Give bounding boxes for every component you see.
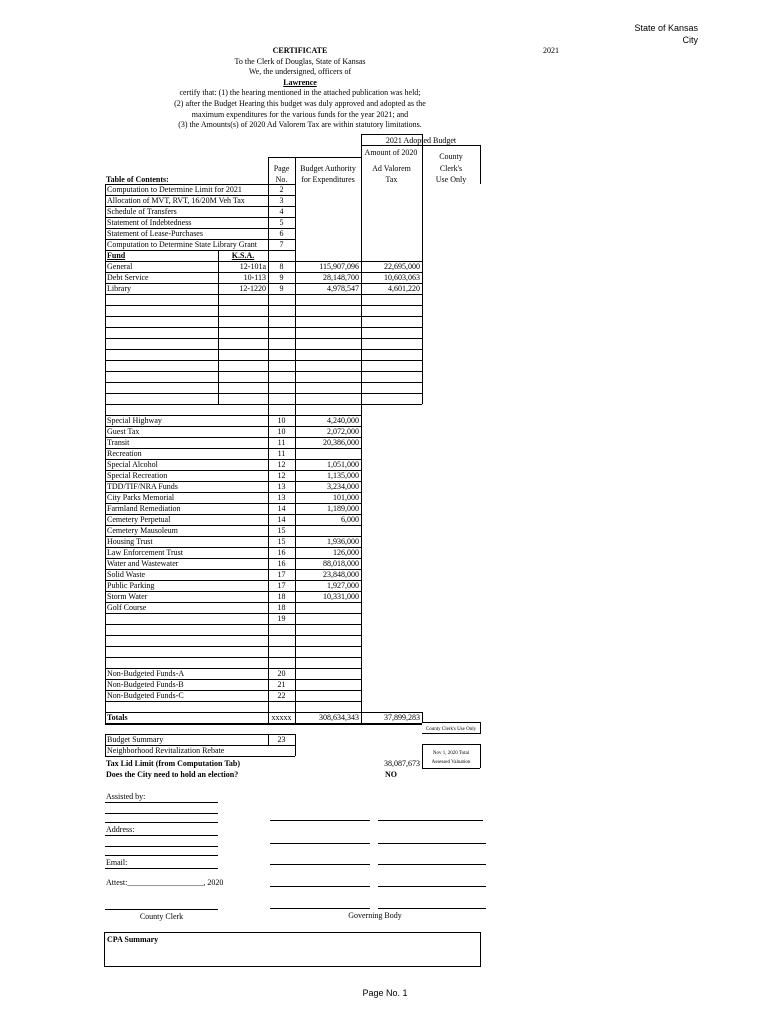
fund-page: 12: [277, 471, 286, 480]
fund-page: 19: [277, 614, 286, 623]
page-col-header: No.: [275, 175, 288, 184]
fund-page: 17: [277, 570, 286, 579]
cpa-summary-box: [104, 932, 481, 967]
nonbudgeted-page: 21: [277, 680, 286, 689]
toc-row-label: Statement of Indebtedness: [107, 218, 192, 227]
fund-page: 11: [277, 449, 286, 458]
totals-page: xxxxx: [271, 713, 292, 722]
fund-budget: 1,936,000: [327, 537, 359, 546]
fund-page: 18: [277, 603, 286, 612]
toc-row-page: 3: [279, 196, 284, 205]
toc-row-page: 5: [279, 218, 284, 227]
fund-budget: 6,000: [341, 515, 359, 524]
fund-name: Special Recreation: [107, 471, 168, 480]
cpa-summary-label: CPA Summary: [107, 935, 159, 944]
tax-lid-value: 38,087,673: [384, 759, 420, 768]
toc-row-label: Schedule of Transfers: [107, 207, 177, 216]
toc-row-page: 6: [279, 229, 284, 238]
budget-col-header: Budget Authority: [300, 164, 356, 173]
signature-line: [378, 908, 486, 909]
fund-budget: 28,148,700: [323, 273, 359, 282]
signature-line: [270, 908, 370, 909]
governing-body-label: Governing Body: [348, 911, 402, 920]
adopted-budget-header: 2021 Adopted Budget: [385, 136, 457, 145]
fund-page: 15: [277, 526, 286, 535]
fund-budget: 23,848,000: [323, 570, 359, 579]
fund-name: Special Alcohol: [107, 460, 158, 469]
signature-line: [378, 820, 483, 821]
fund-name: Solid Waste: [107, 570, 146, 579]
toc-row-label: Computation to Determine State Library Grant: [107, 240, 257, 249]
fund-page: 15: [277, 537, 286, 546]
fund-budget: 126,000: [333, 548, 359, 557]
county-clerk-label: County Clerk: [139, 912, 184, 921]
attest-line: Attest:___________________, 2020: [106, 878, 224, 887]
state-label: State of Kansas: [634, 23, 698, 33]
election-question: Does the City need to hold an election?: [106, 770, 239, 779]
fund-name: Law Enforcement Trust: [107, 548, 183, 557]
assisted-by-label: Assisted by:: [106, 792, 146, 801]
certificate-line: (3) the Amounts(s) of 2020 Ad Valorem Tax are within statutory limitations.: [178, 120, 422, 130]
fund-page: 10: [277, 427, 286, 436]
fund-name: Recreation: [107, 449, 142, 458]
signature-line: [378, 843, 486, 844]
toc-row-page: 4: [279, 207, 284, 216]
signature-line: [378, 864, 486, 865]
fund-name: Storm Water: [107, 592, 148, 601]
nonbudgeted-page: 22: [277, 691, 286, 700]
toc-row-page: 2: [279, 185, 284, 194]
budget-summary-label: Budget Summary: [107, 735, 164, 744]
clerk-col-header: Clerk's: [439, 164, 463, 173]
entity-type-label: City: [682, 35, 698, 45]
toc-row-page: 7: [279, 240, 284, 249]
valuation-label: Assessed Valuation: [431, 760, 471, 765]
fund-page: 11: [277, 438, 286, 447]
fund-page: 16: [277, 548, 286, 557]
fund-name: Housing Trust: [107, 537, 153, 546]
election-answer: NO: [385, 770, 397, 779]
fund-page: 12: [277, 460, 286, 469]
nonbudgeted-name: Non-Budgeted Funds-A: [107, 669, 185, 678]
email-label: Email:: [106, 858, 128, 867]
amount-2020-header: Amount of 2020: [364, 148, 418, 157]
page-number: Page No. 1: [362, 988, 408, 998]
fund-tax: 10,603,063: [384, 273, 420, 282]
signature-line: [270, 886, 370, 887]
fund-name: City Parks Memorial: [107, 493, 175, 502]
toc-row-label: Statement of Lease-Purchases: [107, 229, 203, 238]
certificate-line: certify that: (1) the hearing mentioned in the attached publication was held;: [179, 88, 421, 98]
fund-tax: 4,601,220: [388, 284, 420, 293]
fund-ksa: 12-1220: [239, 284, 266, 293]
fund-name: Guest Tax: [107, 427, 140, 436]
certificate-block: [105, 46, 495, 131]
fund-ksa: 10-113: [243, 273, 266, 282]
fund-budget: 4,240,000: [327, 416, 359, 425]
certificate-line: (2) after the Budget Hearing this budget was duly approved and adopted as the: [174, 98, 426, 108]
toc-header: Table of Contents:: [106, 175, 169, 184]
tax-lid-label: Tax Lid Limit (from Computation Tab): [106, 759, 241, 768]
toc-row-label: Computation to Determine Limit for 2021: [107, 185, 242, 194]
fund-name: Cemetery Mausoleum: [107, 526, 178, 535]
fund-header: Fund: [107, 251, 126, 260]
budget-col-header: for Expenditures: [301, 175, 355, 184]
totals-tax: 37,899,283: [384, 713, 420, 722]
signature-line: [378, 886, 486, 887]
fund-page: 14: [277, 504, 286, 513]
nonbudgeted-name: Non-Budgeted Funds-C: [107, 691, 184, 700]
fund-page: 14: [277, 515, 286, 524]
fund-budget: 2,072,000: [327, 427, 359, 436]
fund-budget: 1,189,000: [327, 504, 359, 513]
fund-page: 9: [279, 273, 284, 282]
fund-budget: 10,331,000: [323, 592, 359, 601]
fund-budget: 4,978,547: [327, 284, 359, 293]
address-label: Address:: [106, 825, 135, 834]
fund-name: Cemetery Perpetual: [107, 515, 171, 524]
budget-summary-page: 23: [277, 735, 286, 744]
city-name: Lawrence: [283, 77, 317, 87]
adval-col-header: Ad Valorem: [372, 164, 411, 173]
fund-budget: 101,000: [333, 493, 359, 502]
fund-page: 9: [279, 284, 284, 293]
fund-budget: 20,386,000: [323, 438, 359, 447]
fund-name: General: [107, 262, 133, 271]
page-col-header: Page: [273, 164, 290, 173]
fund-name: Public Parking: [107, 581, 155, 590]
fund-name: Transit: [107, 438, 130, 447]
certificate-line: maximum expenditures for the various funds for the year 2021; and: [191, 109, 409, 119]
fund-budget: 115,907,096: [319, 262, 359, 271]
fund-name: Farmland Remediation: [107, 504, 181, 513]
fund-budget: 1,051,000: [327, 460, 359, 469]
clerk-use-note: County Clerk's Use Only: [425, 727, 477, 732]
fund-page: 13: [277, 493, 286, 502]
signature-line: [270, 843, 370, 844]
adval-col-header: Tax: [385, 175, 398, 184]
fund-page: 10: [277, 416, 286, 425]
fund-name: Special Highway: [107, 416, 162, 425]
certificate-title: CERTIFICATE: [272, 46, 328, 55]
fund-page: 18: [277, 592, 286, 601]
fund-name: Library: [107, 284, 131, 293]
fund-tax: 22,695,000: [384, 262, 420, 271]
fund-page: 8: [279, 262, 284, 271]
fund-budget: 88,018,000: [323, 559, 359, 568]
clerk-col-header: Use Only: [435, 175, 467, 184]
fund-name: TDD/TIF/NRA Funds: [107, 482, 178, 491]
nonbudgeted-page: 20: [277, 669, 286, 678]
fund-ksa: 12-101a: [239, 262, 266, 271]
fund-page: 17: [277, 581, 286, 590]
fund-name: Water and Wastewater: [107, 559, 179, 568]
fund-name: Debt Service: [107, 273, 149, 282]
nonbudgeted-name: Non-Budgeted Funds-B: [107, 680, 184, 689]
fund-name: Golf Course: [107, 603, 147, 612]
fund-budget: 1,927,000: [327, 581, 359, 590]
budget-year: 2021: [543, 46, 559, 55]
clerk-col-header: County: [439, 152, 463, 161]
certificate-line: We, the undersigned, officers of: [248, 67, 352, 77]
fund-budget: 3,234,000: [327, 482, 359, 491]
fund-page: 13: [277, 482, 286, 491]
fund-page: 16: [277, 559, 286, 568]
toc-row-label: Allocation of MVT, RVT, 16/20M Veh Tax: [107, 196, 245, 205]
totals-label: Totals: [107, 713, 128, 722]
valuation-label: Nov 1, 2020 Total: [432, 751, 470, 756]
certificate-line: To the Clerk of Douglas, State of Kansas: [234, 56, 366, 66]
nrr-label: Neighborhood Revitalization Rebate: [107, 746, 225, 755]
ksa-header: K.S.A.: [231, 251, 255, 260]
signature-line: [270, 820, 370, 821]
fund-budget: 1,135,000: [327, 471, 359, 480]
totals-budget: 308,634,343: [319, 713, 359, 722]
signature-line: [270, 864, 370, 865]
